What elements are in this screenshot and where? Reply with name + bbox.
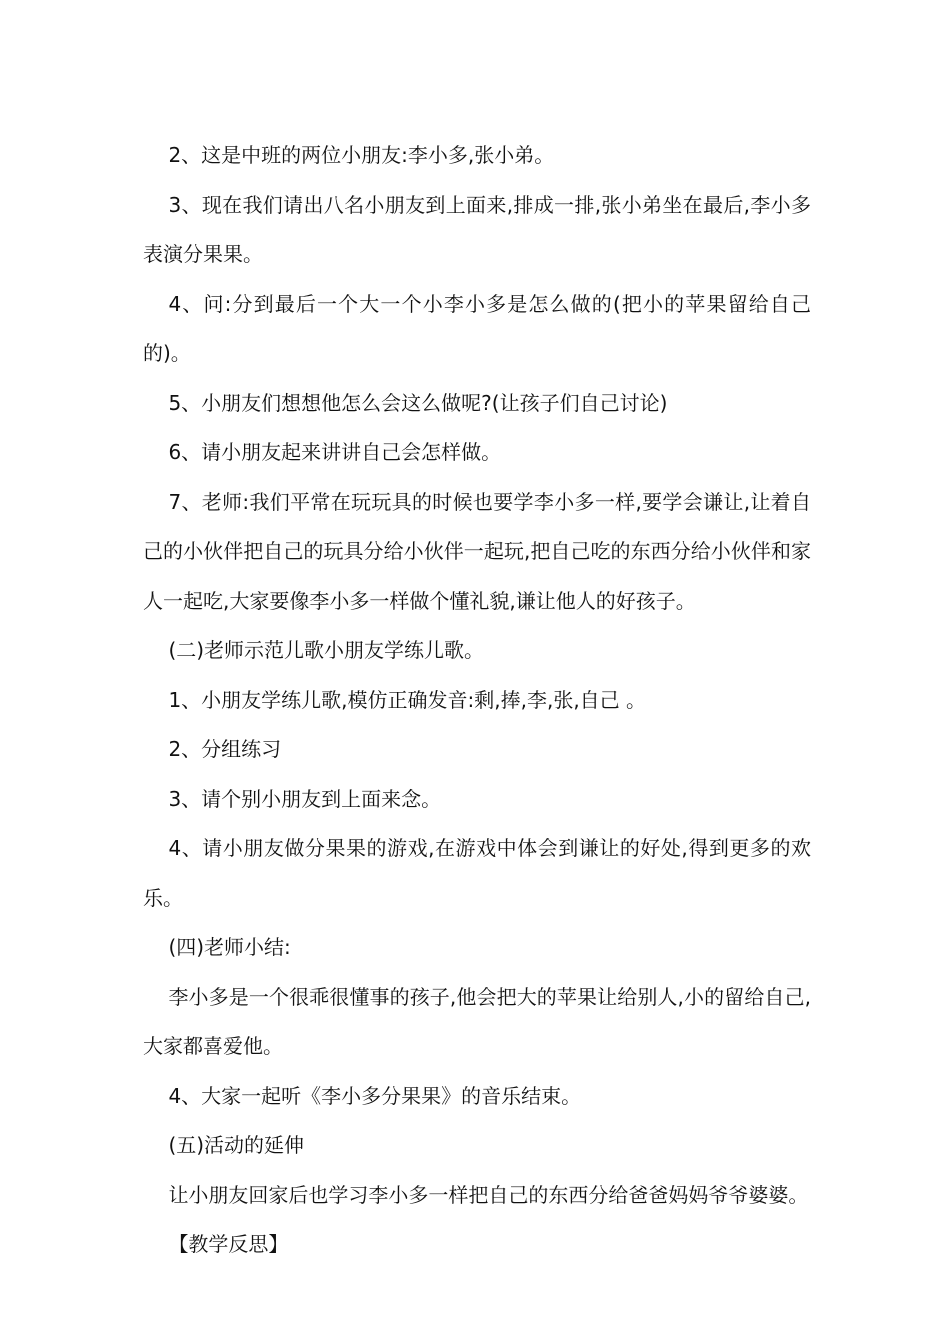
document-body <box>143 131 811 1270</box>
paragraph: 1、小朋友学练儿歌,模仿正确发音:剩,捧,李,张,自己 。 <box>168 687 647 712</box>
paragraph: 5、小朋友们想想他怎么会这么做呢?(让孩子们自己讨论) <box>168 390 668 415</box>
paragraph: 4、请小朋友做分果果的游戏,在游戏中体会到谦让的好处,得到更多的欢乐。 <box>143 836 811 910</box>
section-heading: (四)老师小结: <box>168 935 291 959</box>
paragraph: 让小朋友回家后也学习李小多一样把自己的东西分给爸爸妈妈爷爷婆婆。 <box>168 1182 809 1207</box>
section-heading: 【教学反思】 <box>168 1232 289 1256</box>
paragraph: 3、现在我们请出八名小朋友到上面来,排成一排,张小弟坐在最后,李小多表演分果果。 <box>143 192 811 266</box>
paragraph: 2、这是中班的两位小朋友:李小多,张小弟。 <box>168 143 555 167</box>
paragraph: 4、问:分到最后一个大一个小李小多是怎么做的(把小的苹果留给自己的)。 <box>143 291 811 365</box>
paragraph: 2、分组练习 <box>168 737 282 761</box>
paragraph: 李小多是一个很乖很懂事的孩子,他会把大的苹果让给别人,小的留给自己,大家都喜爱他。 <box>143 984 811 1058</box>
section-heading: (二)老师示范儿歌小朋友学练儿歌。 <box>168 638 485 662</box>
paragraph: 3、请个别小朋友到上面来念。 <box>168 786 442 811</box>
paragraph: 6、请小朋友起来讲讲自己会怎样做。 <box>168 440 502 464</box>
paragraph: 7、老师:我们平常在玩玩具的时候也要学李小多一样,要学会谦让,让着自己的小伙伴把自己的玩具分给小伙伴一起玩,把自己吃的东西分给小伙伴和家人一起吃,大家要像李小多一样做个懂礼貌,谦让他人的好孩子。 <box>143 489 811 613</box>
paragraph: 4、大家一起听《李小多分果果》的音乐结束。 <box>168 1083 582 1108</box>
section-heading: (五)活动的延伸 <box>168 1133 305 1157</box>
